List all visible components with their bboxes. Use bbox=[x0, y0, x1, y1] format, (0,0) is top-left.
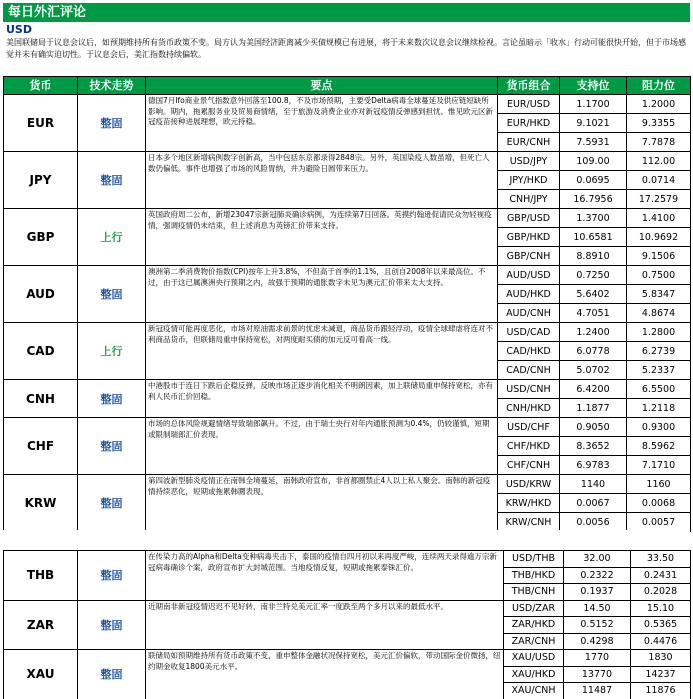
col-trend: 技术走势 bbox=[78, 77, 146, 95]
resistance-cell: 14237 bbox=[631, 666, 691, 683]
points-cell: 近期南非新冠疫情迟迟不见好转，南非兰特兑美元汇率一度跌至两个多月以来的最低水平。 bbox=[146, 600, 504, 650]
support-cell: 0.2322 bbox=[564, 567, 631, 584]
support-cell: 0.7250 bbox=[560, 266, 627, 285]
resistance-cell: 1.2118 bbox=[627, 399, 691, 418]
currency-cell: AUD bbox=[4, 266, 78, 323]
currency-cell: ZAR bbox=[4, 600, 78, 650]
col-support: 支持位 bbox=[560, 77, 627, 95]
currency-cell: CHF bbox=[4, 418, 78, 475]
resistance-cell: 11876 bbox=[631, 683, 691, 699]
pair-cell: USD/CAD bbox=[498, 323, 560, 342]
table-separator bbox=[3, 530, 690, 550]
col-pair: 货币组合 bbox=[498, 77, 560, 95]
pair-cell: USD/CNH bbox=[498, 380, 560, 399]
resistance-cell: 0.0057 bbox=[627, 513, 691, 532]
support-cell: 5.6402 bbox=[560, 285, 627, 304]
table-row bbox=[4, 323, 691, 342]
table-row bbox=[4, 266, 691, 285]
currency-cell: THB bbox=[4, 551, 78, 601]
support-cell: 14.50 bbox=[564, 600, 631, 617]
support-cell: 13770 bbox=[564, 666, 631, 683]
support-cell: 16.7956 bbox=[560, 190, 627, 209]
resistance-cell: 15.10 bbox=[631, 600, 691, 617]
resistance-cell: 0.2028 bbox=[631, 584, 691, 601]
trend-cell: 整固 bbox=[78, 266, 146, 323]
points-cell: 市场的总体风险规避情绪导致瑞郎飙升。不过，由于瑞士央行对年内通胀预测为0.4%，仍较谨慎，短期或限制瑞郎汇价表现。 bbox=[146, 418, 498, 475]
pair-cell: KRW/CNH bbox=[498, 513, 560, 532]
pair-cell: XAU/HKD bbox=[504, 666, 564, 683]
currency-cell: EUR bbox=[4, 95, 78, 152]
pair-cell: USD/CHF bbox=[498, 418, 560, 437]
table-row bbox=[4, 209, 691, 228]
resistance-cell: 5.2337 bbox=[627, 361, 691, 380]
resistance-cell: 0.2431 bbox=[631, 567, 691, 584]
trend-cell: 整固 bbox=[78, 418, 146, 475]
table-row bbox=[4, 475, 691, 494]
pair-cell: EUR/CNH bbox=[498, 133, 560, 152]
resistance-cell: 9.1506 bbox=[627, 247, 691, 266]
points-cell: 英国政府周二公布，新增23047宗新冠肺炎确诊病例，为连续第7日回落。英摸约翰逊促请民众勿轻视疫情，强调疫情仍未结束，但上述消息为英镑汇价带来支持。 bbox=[146, 209, 498, 266]
support-cell: 0.0695 bbox=[560, 171, 627, 190]
currency-cell: XAU bbox=[4, 650, 78, 699]
pair-cell: USD/JPY bbox=[498, 152, 560, 171]
pair-cell: CAD/HKD bbox=[498, 342, 560, 361]
trend-cell: 整固 bbox=[78, 650, 146, 699]
pair-cell: THB/HKD bbox=[504, 567, 564, 584]
pair-cell: AUD/USD bbox=[498, 266, 560, 285]
support-cell: 32.00 bbox=[564, 551, 631, 568]
pair-cell: CHF/CNH bbox=[498, 456, 560, 475]
resistance-cell: 8.5962 bbox=[627, 437, 691, 456]
support-cell: 8.8910 bbox=[560, 247, 627, 266]
resistance-cell: 10.9692 bbox=[627, 228, 691, 247]
pair-cell: EUR/HKD bbox=[498, 114, 560, 133]
table-row bbox=[4, 95, 691, 114]
support-cell: 1.1877 bbox=[560, 399, 627, 418]
points-cell: 德国7月Ifo商业景气指数意外回落至100.8，不及市场预期，主要受Delta病毒全球蔓延及供应链短缺所影响。期内，拖累服务业及贸易商情绪，至于旅游及消费企业亦对新冠疫情反弹感到担忧。惟见欧元区新冠疫苗接种进展理想，欧元持稳。 bbox=[146, 95, 498, 152]
support-cell: 6.0778 bbox=[560, 342, 627, 361]
pair-cell: CNH/HKD bbox=[498, 399, 560, 418]
pair-cell: USD/KRW bbox=[498, 475, 560, 494]
currency-cell: KRW bbox=[4, 475, 78, 532]
fx-table-main bbox=[3, 76, 691, 532]
support-cell: 6.4200 bbox=[560, 380, 627, 399]
resistance-cell: 0.7500 bbox=[627, 266, 691, 285]
support-cell: 1770 bbox=[564, 650, 631, 667]
resistance-cell: 6.5500 bbox=[627, 380, 691, 399]
support-cell: 6.9783 bbox=[560, 456, 627, 475]
resistance-cell: 33.50 bbox=[631, 551, 691, 568]
pair-cell: AUD/HKD bbox=[498, 285, 560, 304]
fx-table-secondary bbox=[3, 550, 691, 699]
resistance-cell: 112.00 bbox=[627, 152, 691, 171]
resistance-cell: 9.3355 bbox=[627, 114, 691, 133]
points-cell: 新冠疫情可能再度恶化，市场对原油需求前景的忧虑未减退，商品货币跟轻浮动，疫情全球肆虐将连对不利商品货币，但联储局重申保持宽松，对两度耐买债的加元反可看高一线。 bbox=[146, 323, 498, 380]
points-cell: 澳洲第二季消费物价指数(CPI)按年上升3.8%，不但高于首季的1.1%，且创自2008年以来最高位。不过，由于这已属澳洲央行预期之内，故强于预期的通胀数字未见为澳元汇价带来太大支持。 bbox=[146, 266, 498, 323]
table-row bbox=[4, 418, 691, 437]
currency-cell: JPY bbox=[4, 152, 78, 209]
resistance-cell: 0.4476 bbox=[631, 633, 691, 650]
support-cell: 0.0056 bbox=[560, 513, 627, 532]
usd-heading: USD bbox=[6, 23, 32, 36]
points-cell: 中港股市于连日下跌后企稳反弹，反映市场正逐步消化相关不明朗因素，加上联储局重申保持宽松，亦有利人民币汇价回稳。 bbox=[146, 380, 498, 418]
pair-cell: GBP/CNH bbox=[498, 247, 560, 266]
resistance-cell: 5.8347 bbox=[627, 285, 691, 304]
resistance-cell: 1.2000 bbox=[627, 95, 691, 114]
pair-cell: XAU/CNH bbox=[504, 683, 564, 699]
support-cell: 0.1937 bbox=[564, 584, 631, 601]
pair-cell: CHF/HKD bbox=[498, 437, 560, 456]
pair-cell: ZAR/CNH bbox=[504, 633, 564, 650]
support-cell: 4.7051 bbox=[560, 304, 627, 323]
currency-cell: CNH bbox=[4, 380, 78, 418]
pair-cell: ZAR/HKD bbox=[504, 617, 564, 634]
currency-cell: CAD bbox=[4, 323, 78, 380]
resistance-cell: 1.4100 bbox=[627, 209, 691, 228]
usd-commentary: 美国联储局于议息会议后，如预期维持所有货币政策不变。局方认为美国经济距离减少买债规模已有进展，将于未来数次议息会议继续检视。言论虽暗示「收水」行动可能很快开始，但于市场感觉并未有确实迫切性。于议息会后，美汇指数持续偏软。 bbox=[6, 38, 686, 59]
trend-cell: 上行 bbox=[78, 323, 146, 380]
trend-cell: 整固 bbox=[78, 551, 146, 601]
pair-cell: KRW/HKD bbox=[498, 494, 560, 513]
resistance-cell: 1.2800 bbox=[627, 323, 691, 342]
col-currency: 货币 bbox=[4, 77, 78, 95]
support-cell: 1.2400 bbox=[560, 323, 627, 342]
points-cell: 第四波新型肺炎疫情正在南韩全境蔓延，南韩政府宣布，非首都圈禁止4人以上私人聚会。南韩的新冠疫情持续恶化，短期或拖累韩圜表现。 bbox=[146, 475, 498, 532]
support-cell: 0.5152 bbox=[564, 617, 631, 634]
support-cell: 9.1021 bbox=[560, 114, 627, 133]
points-cell: 在传染力高的Alpha和Delta变种病毒夹击下，泰国的疫情自四月初以来再度严峻，连续两天录得逾万宗新冠病毒确诊个案，政府宣布扩大封城范围。当地疫情反复，短期或拖累泰铢汇价。 bbox=[146, 551, 504, 601]
pair-cell: XAU/USD bbox=[504, 650, 564, 667]
table-row bbox=[4, 152, 691, 171]
points-cell: 日本多个地区新增病例数字创新高，当中包括东京都录得2848宗。另外，英国染疫人数虽增，但死亡人数仍偏低。事件也增强了市场的风险胃纳，并为避险日圆带来压力。 bbox=[146, 152, 498, 209]
resistance-cell: 7.7878 bbox=[627, 133, 691, 152]
table-row bbox=[4, 600, 691, 617]
resistance-cell: 0.9300 bbox=[627, 418, 691, 437]
pair-cell: GBP/USD bbox=[498, 209, 560, 228]
support-cell: 5.0702 bbox=[560, 361, 627, 380]
currency-cell: GBP bbox=[4, 209, 78, 266]
col-points: 要点 bbox=[146, 77, 498, 95]
support-cell: 0.4298 bbox=[564, 633, 631, 650]
resistance-cell: 1160 bbox=[627, 475, 691, 494]
trend-cell: 整固 bbox=[78, 152, 146, 209]
resistance-cell: 7.1710 bbox=[627, 456, 691, 475]
support-cell: 1.3700 bbox=[560, 209, 627, 228]
pair-cell: USD/ZAR bbox=[504, 600, 564, 617]
pair-cell: USD/THB bbox=[504, 551, 564, 568]
pair-cell: CAD/CNH bbox=[498, 361, 560, 380]
table-row bbox=[4, 380, 691, 399]
resistance-cell: 6.2739 bbox=[627, 342, 691, 361]
support-cell: 8.3652 bbox=[560, 437, 627, 456]
col-resistance: 阻力位 bbox=[627, 77, 691, 95]
trend-cell: 整固 bbox=[78, 95, 146, 152]
pair-cell: AUD/CNH bbox=[498, 304, 560, 323]
resistance-cell: 4.8674 bbox=[627, 304, 691, 323]
support-cell: 10.6581 bbox=[560, 228, 627, 247]
table-header-row bbox=[4, 77, 691, 95]
resistance-cell: 17.2579 bbox=[627, 190, 691, 209]
support-cell: 109.00 bbox=[560, 152, 627, 171]
support-cell: 1.1700 bbox=[560, 95, 627, 114]
points-cell: 联储局如预期维持所有货币政策不变，重申整体金融状况保持宽松，美元汇价偏软，带动国际金价微扬，纽约期金收复1800美元水平。 bbox=[146, 650, 504, 699]
support-cell: 11487 bbox=[564, 683, 631, 699]
resistance-cell: 0.5365 bbox=[631, 617, 691, 634]
pair-cell: CNH/JPY bbox=[498, 190, 560, 209]
pair-cell: JPY/HKD bbox=[498, 171, 560, 190]
page-title: 每日外汇评论 bbox=[3, 3, 690, 22]
table-row bbox=[4, 551, 691, 568]
support-cell: 7.5931 bbox=[560, 133, 627, 152]
support-cell: 0.9050 bbox=[560, 418, 627, 437]
resistance-cell: 0.0714 bbox=[627, 171, 691, 190]
resistance-cell: 1830 bbox=[631, 650, 691, 667]
trend-cell: 整固 bbox=[78, 475, 146, 532]
trend-cell: 整固 bbox=[78, 380, 146, 418]
pair-cell: EUR/USD bbox=[498, 95, 560, 114]
pair-cell: THB/CNH bbox=[504, 584, 564, 601]
table-row bbox=[4, 650, 691, 667]
pair-cell: GBP/HKD bbox=[498, 228, 560, 247]
support-cell: 1140 bbox=[560, 475, 627, 494]
resistance-cell: 0.0068 bbox=[627, 494, 691, 513]
trend-cell: 上行 bbox=[78, 209, 146, 266]
support-cell: 0.0067 bbox=[560, 494, 627, 513]
trend-cell: 整固 bbox=[78, 600, 146, 650]
